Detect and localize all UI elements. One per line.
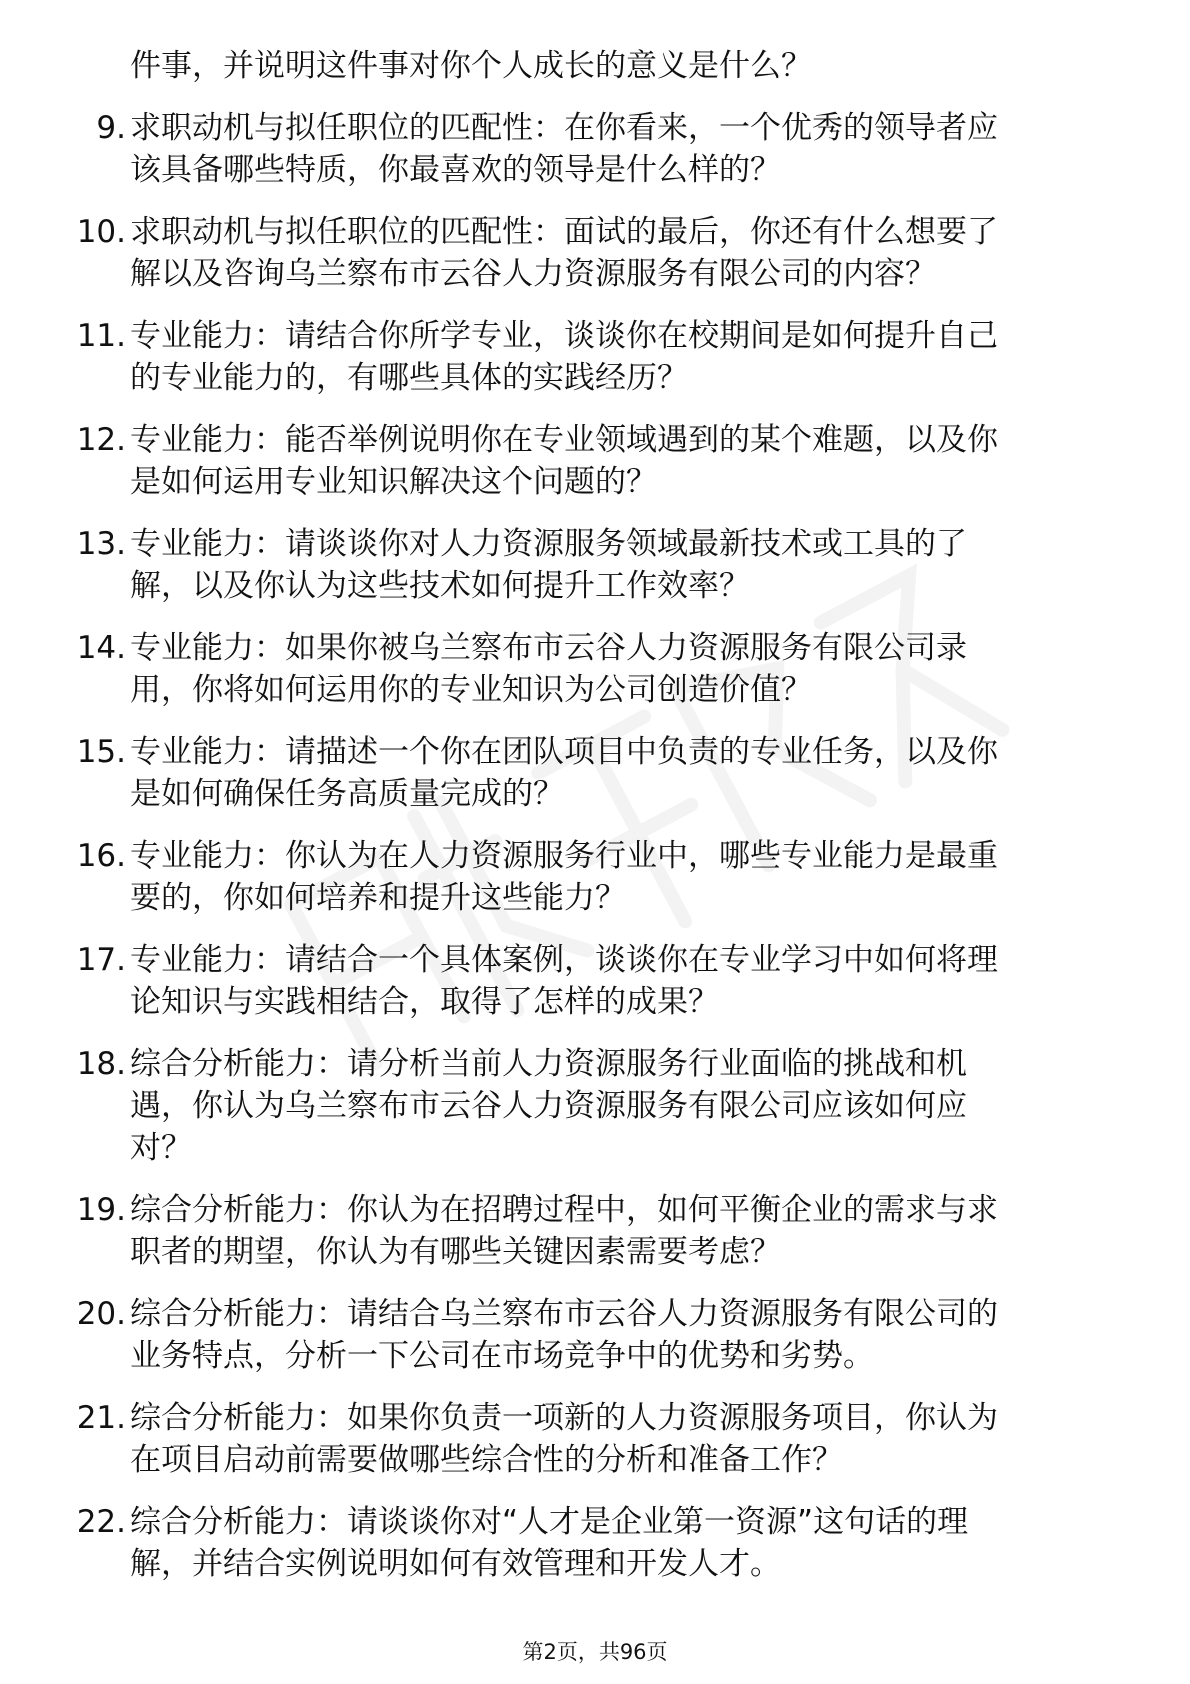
question-number: 22. [76,1504,126,1540]
question-text-line: 综合分析能力：你认为在招聘过程中，如何平衡企业的需求与求 [130,1192,998,1228]
question-text-line: 论知识与实践相结合，取得了怎样的成果？ [130,984,719,1020]
question-text-line: 职者的期望，你认为有哪些关键因素需要考虑？ [130,1234,781,1270]
question-text-line: 专业能力：请结合一个具体案例，谈谈你在专业学习中如何将理 [130,942,998,978]
question-text-line: 是如何确保任务高质量完成的？ [130,776,564,812]
question-text-line: 求职动机与拟任职位的匹配性：在你看来，一个优秀的领导者应 [130,110,998,146]
question-text-line: 专业能力：能否举例说明你在专业领域遇到的某个难题，以及你 [130,422,998,458]
page-number: 第2页，共96页 [522,1640,668,1664]
question-text-line: 是如何运用专业知识解决这个问题的？ [130,464,657,500]
question-number: 10. [76,214,126,250]
question-number: 18. [76,1046,126,1082]
question-text-line: 解以及咨询乌兰察布市云谷人力资源服务有限公司的内容？ [130,256,936,292]
question-text-line: 专业能力：如果你被乌兰察布市云谷人力资源服务有限公司录 [130,630,967,666]
question-number: 13. [76,526,126,562]
question-text-line: 的专业能力的，有哪些具体的实践经历？ [130,360,688,396]
question-number: 12. [76,422,126,458]
question-text-line: 专业能力：你认为在人力资源服务行业中，哪些专业能力是最重 [130,838,998,874]
question-text-line: 求职动机与拟任职位的匹配性：面试的最后，你还有什么想要了 [130,214,998,250]
question-number: 19. [76,1192,126,1228]
question-number: 14. [76,630,126,666]
question-number: 11. [76,318,126,354]
continuation-line: 件事，并说明这件事对你个人成长的意义是什么？ [130,48,812,84]
question-text-line: 要的，你如何培养和提升这些能力？ [130,880,626,916]
question-text-line: 业务特点，分析一下公司在市场竞争中的优势和劣势。 [130,1338,874,1374]
question-text-line: 用，你将如何运用你的专业知识为公司创造价值？ [130,672,812,708]
question-text-line: 综合分析能力：请谈谈你对“人才是企业第一资源”这句话的理 [130,1504,969,1540]
question-text-line: 对？ [130,1130,192,1166]
question-number: 20. [76,1296,126,1332]
question-text-line: 专业能力：请结合你所学专业，谈谈你在校期间是如何提升自己 [130,318,998,354]
question-number: 15. [76,734,126,770]
question-number: 21. [76,1400,126,1436]
question-number: 17. [76,942,126,978]
question-text-line: 专业能力：请描述一个你在团队项目中负责的专业任务，以及你 [130,734,998,770]
question-text-line: 该具备哪些特质，你最喜欢的领导是什么样的？ [130,152,781,188]
question-number: 9. [96,110,126,146]
question-text-line: 综合分析能力：请结合乌兰察布市云谷人力资源服务有限公司的 [130,1296,998,1332]
question-text-line: 综合分析能力：如果你负责一项新的人力资源服务项目，你认为 [130,1400,998,1436]
question-text-line: 解，以及你认为这些技术如何提升工作效率？ [130,568,750,604]
question-text-line: 在项目启动前需要做哪些综合性的分析和准备工作？ [130,1442,843,1478]
question-text-line: 综合分析能力：请分析当前人力资源服务行业面临的挑战和机 [130,1046,967,1082]
question-number: 16. [76,838,126,874]
question-text-line: 解，并结合实例说明如何有效管理和开发人才。 [130,1546,781,1582]
question-text-line: 专业能力：请谈谈你对人力资源服务领域最新技术或工具的了 [130,526,967,562]
question-text-line: 遇，你认为乌兰察布市云谷人力资源服务有限公司应该如何应 [130,1088,967,1124]
